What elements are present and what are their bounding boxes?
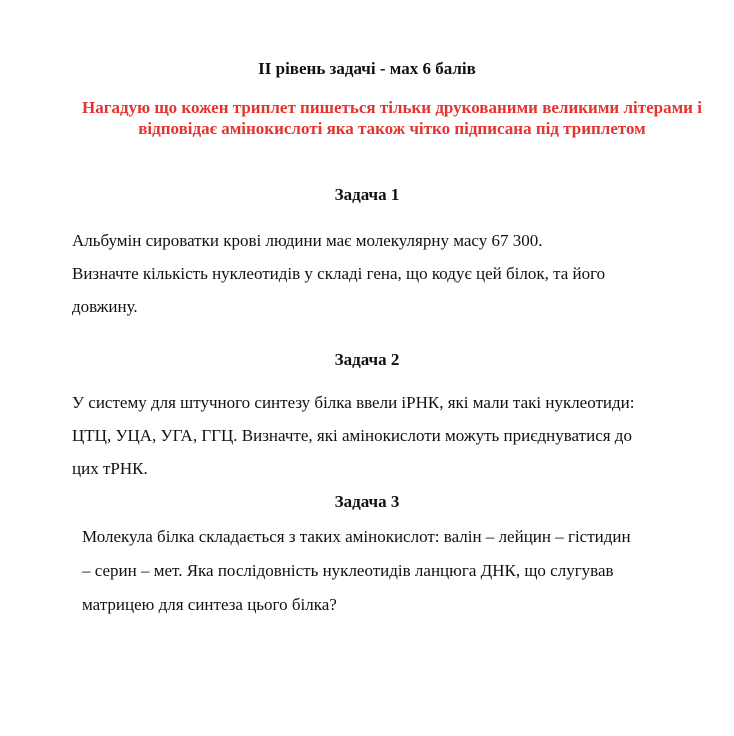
task2-line-1: У систему для штучного синтезу білка ввели іРНК, які мали такі нуклеотиди: <box>72 393 635 412</box>
task2-line-3: цих тРНК. <box>72 459 148 478</box>
reminder-note: Нагадую що кожен триплет пишеться тільки друкованими великими літерами і відповідає амінокислоті яка також чітко підписана під триплетом <box>82 98 702 138</box>
task3-line-1: Молекула білка складається з таких амінокислот: валін – лейцин – гістидин <box>82 527 631 546</box>
task2-line-2: ЦТЦ, УЦА, УГА, ГГЦ. Визначте, які амінокислоти можуть приєднуватися до <box>72 426 632 445</box>
level-title: II рівень задачі - мах 6 балів <box>258 59 476 78</box>
task1-title: Задача 1 <box>334 185 400 204</box>
task3-line-3: матрицею для синтеза цього білка? <box>82 595 337 614</box>
task1-line-1: Альбумін сироватки крові людини має молекулярну масу 67 300. <box>72 231 543 250</box>
task1-line-3: довжину. <box>72 297 138 316</box>
task3-title: Задача 3 <box>334 492 400 511</box>
task2-title: Задача 2 <box>334 350 400 369</box>
task1-line-2: Визначте кількість нуклеотидів у складі гена, що кодує цей білок, та його <box>72 264 606 283</box>
task3-line-2: – серин – мет. Яка послідовність нуклеотидів ланцюга ДНК, що слугував <box>82 561 614 580</box>
